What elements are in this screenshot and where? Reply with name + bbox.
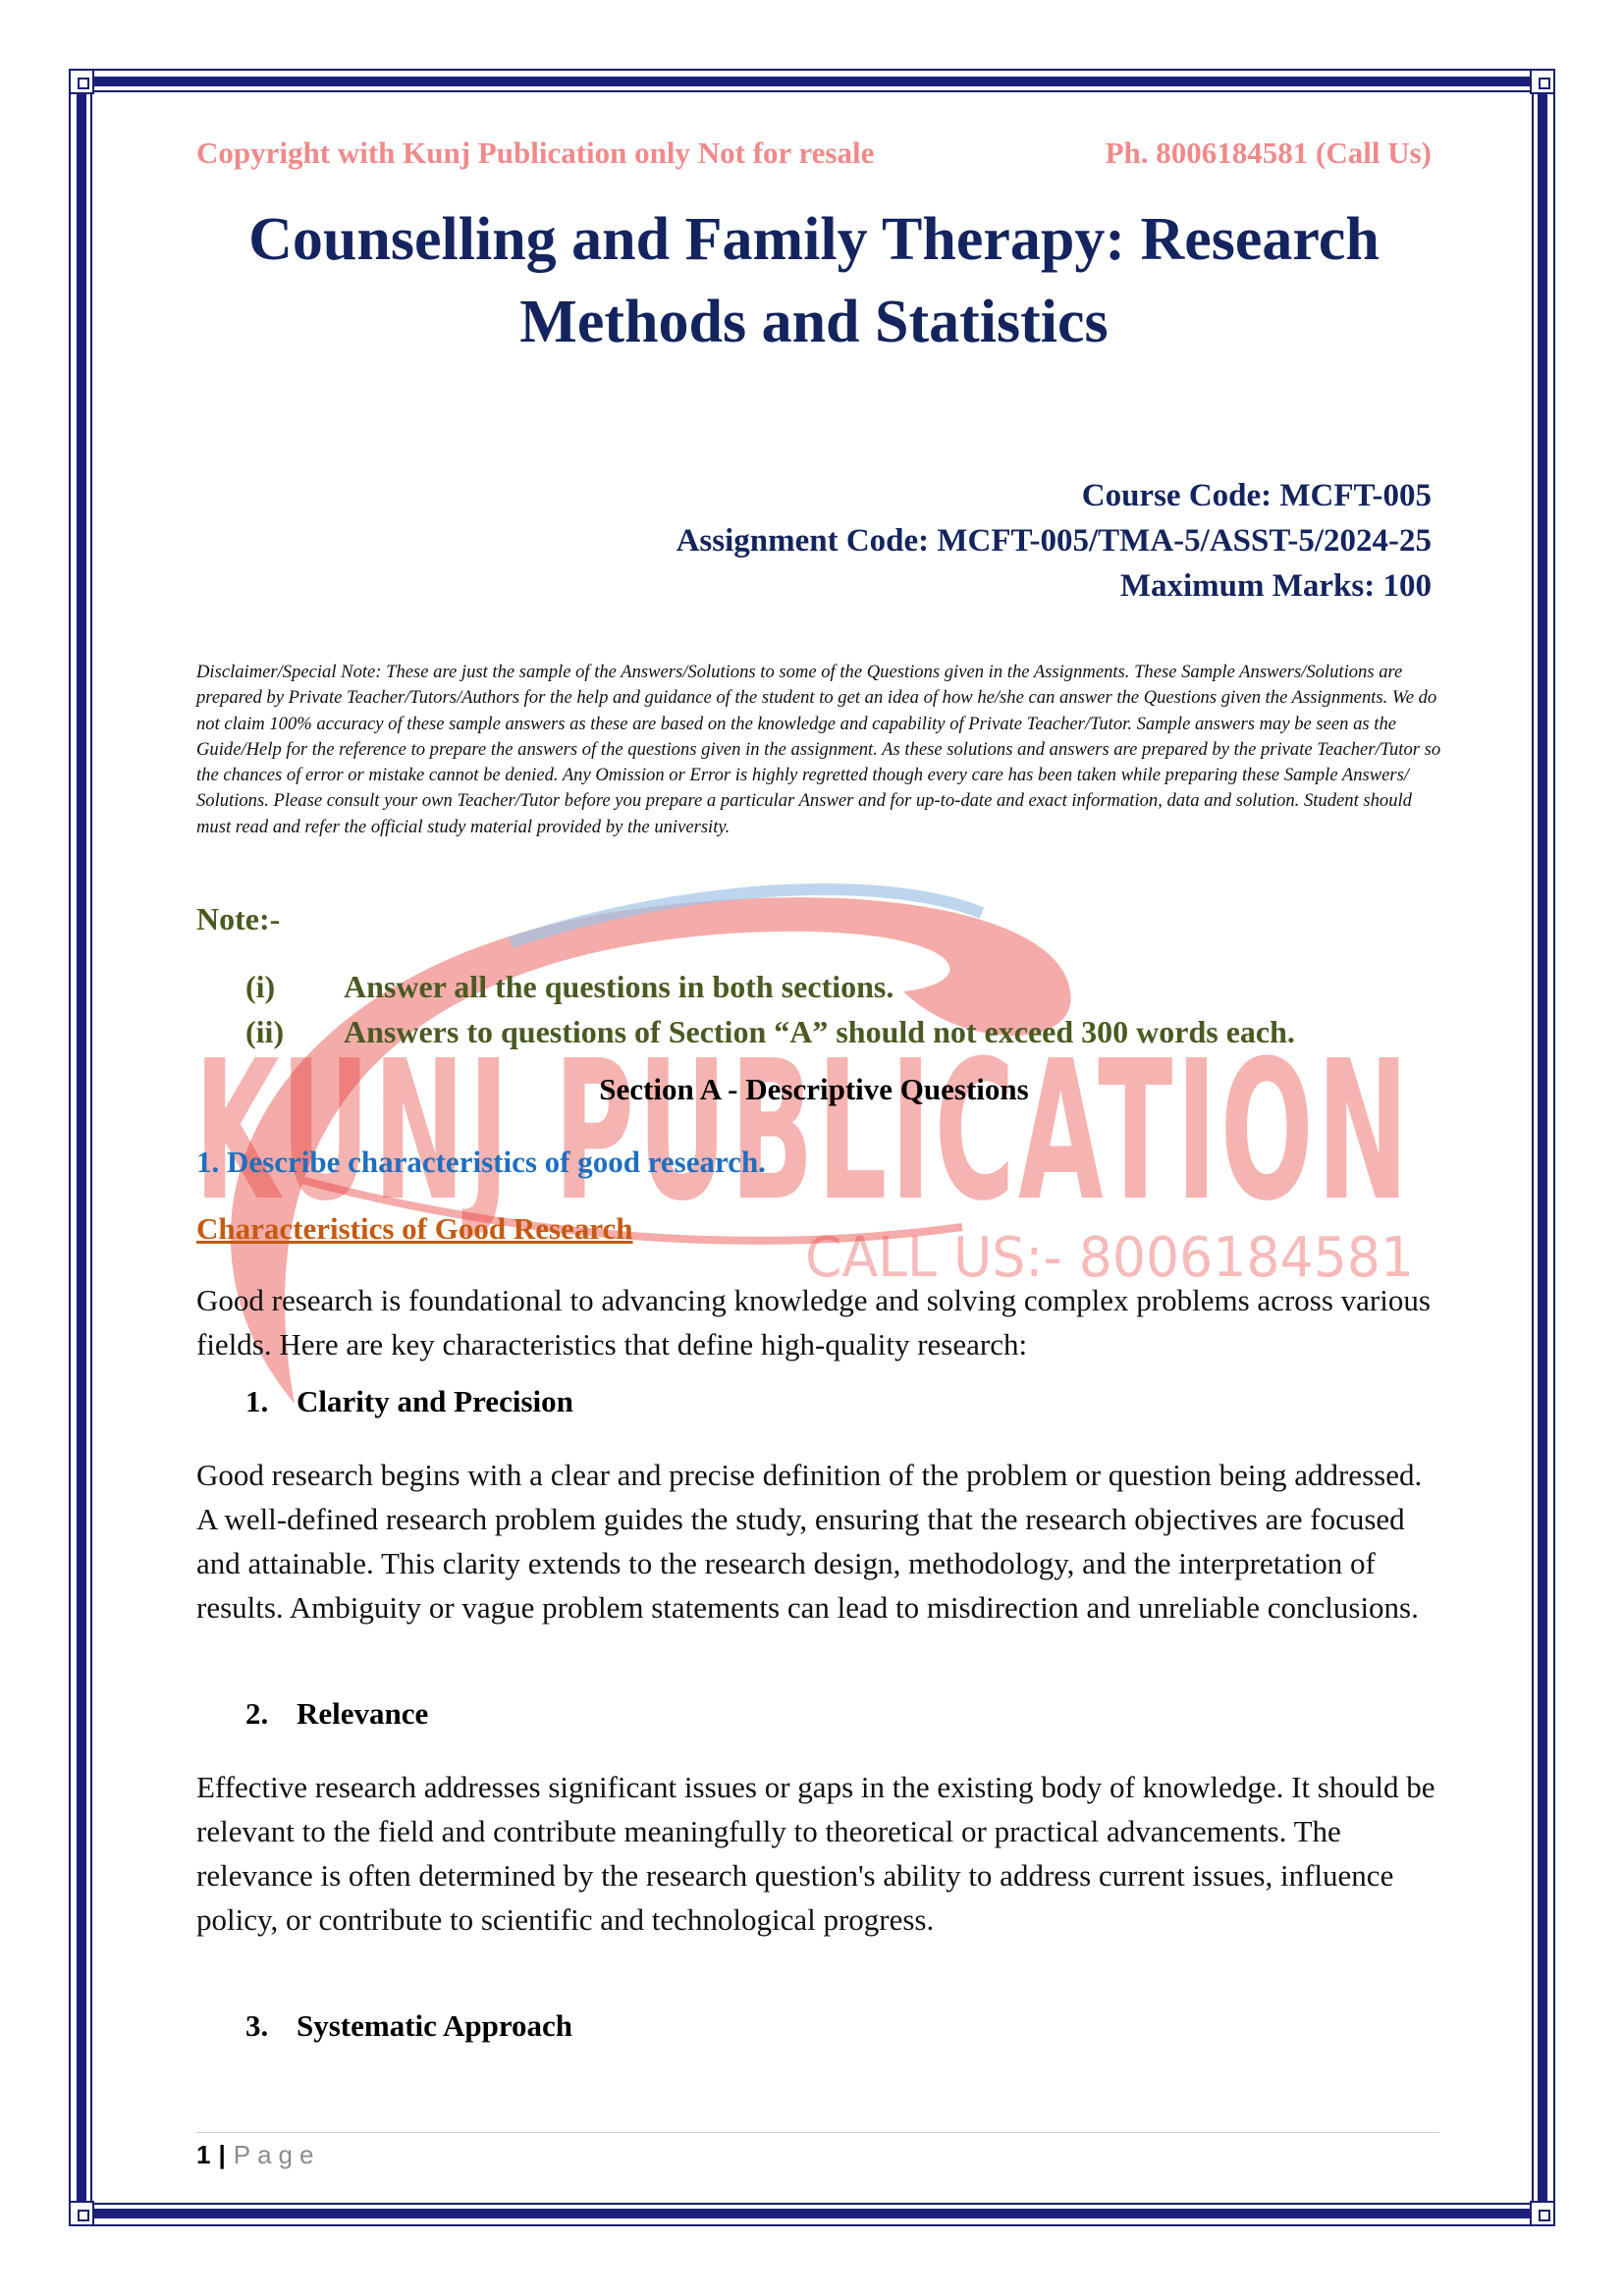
document-title	[196, 198, 1432, 363]
copyright-text: Copyright with Kunj Publication only Not for resale	[196, 135, 875, 170]
point-heading-1	[245, 1384, 573, 1419]
page-label: Page	[233, 2140, 321, 2169]
note-item	[245, 1009, 1473, 1054]
point-paragraph-1: Good research begins with a clear and precise definition of the problem or question being addressed. A well-defined research problem guides the study, ensuring that the research objectives are focused and attainable. This clarity extends to the research design, methodology, and the interpretation of results. Ambiguity or vague problem statements can lead to misdirection and unreliable conclusions.	[196, 1458, 1423, 1625]
copyright-header	[196, 135, 1432, 171]
point-heading-text: Clarity and Precision	[297, 1384, 573, 1418]
footer-divider	[196, 2132, 1439, 2133]
assignment-code: Assignment Code: MCFT-005/TMA-5/ASST-5/2024-25	[676, 523, 1432, 559]
watermark-call-text: CALL US:- 8006184581	[805, 1226, 1414, 1290]
note-list	[245, 964, 1473, 1054]
section-heading: Section A - Descriptive Questions	[599, 1072, 1029, 1106]
page-number: 1	[196, 2140, 211, 2169]
point-heading-text: Systematic Approach	[297, 2008, 573, 2043]
course-codes	[196, 473, 1432, 609]
border-corner-ornament	[1530, 2201, 1555, 2226]
note-item-text: Answer all the questions in both sections.	[344, 969, 894, 1004]
note-item-number: (ii)	[245, 1014, 285, 1049]
note-item	[245, 964, 1473, 1009]
point-heading-2	[245, 1696, 428, 1732]
answer-heading: Characteristics of Good Research	[196, 1211, 633, 1246]
point-heading-3	[245, 2008, 572, 2044]
intro-paragraph: Good research is foundational to advancing knowledge and solving complex problems across various fields. Here are key characteristics that define high-quality research:	[196, 1283, 1431, 1362]
maximum-marks: Maximum Marks: 100	[1119, 568, 1432, 604]
page-separator: |	[218, 2140, 226, 2169]
course-code: Course Code: MCFT-005	[1081, 478, 1432, 513]
phone-text: Ph. 8006184581 (Call Us)	[1105, 135, 1432, 170]
question-1: 1. Describe characteristics of good research.	[196, 1145, 766, 1179]
point-paragraph-2: Effective research addresses significant issues or gaps in the existing body of knowledge. It should be relevant to the field and contribute meaningfully to theoretical or practical advancements. The relevance is often determined by the research question's ability to address current issues, influence policy, or contribute to scientific and technological progress.	[196, 1770, 1435, 1937]
border-corner-ornament	[69, 69, 94, 94]
point-number: 3.	[245, 2008, 269, 2043]
title-line-1: Counselling and Family Therapy: Research	[248, 206, 1380, 273]
point-number: 2.	[245, 1696, 269, 1731]
point-number: 1.	[245, 1384, 269, 1418]
border-corner-ornament	[1530, 69, 1555, 94]
border-corner-ornament	[69, 2201, 94, 2226]
note-item-text: Answers to questions of Section “A” should not exceed 300 words each.	[344, 1014, 1295, 1049]
point-heading-text: Relevance	[297, 1696, 429, 1731]
watermark-brand-text: KUNJ PUBLICATION	[194, 1020, 1412, 1244]
note-item-number: (i)	[245, 969, 276, 1004]
note-label: Note:-	[196, 901, 281, 936]
disclaimer-paragraph: Disclaimer/Special Note: These are just the sample of the Answers/Solutions to some of the Questions given in the Assignments. These Sample Answers/Solutions are prepared by Private Teacher/Tutors/Authors for the help and guidance of the student to get an idea of how he/she can answer the Questions given the Assignments. We do not claim 100% accuracy of these sample answers as these are based on the knowledge and capability of Private Teacher/Tutor. Sample answers may be seen as the Guide/Help for the reference to prepare the answers of the questions given in the assignment. As these solutions and answers are prepared by the private Teacher/Tutor so the chances of error or mistake cannot be denied. Any Omission or Error is highly regretted though every care has been taken while preparing these Sample Answers/ Solutions. Please consult your own Teacher/Tutor before you prepare a particular Answer and for up-to-date and exact information, data and solution. Student should must read and refer the official study material provided by the university.	[196, 662, 1441, 837]
title-line-2: Methods and Statistics	[519, 289, 1109, 355]
page-footer	[196, 2140, 320, 2170]
